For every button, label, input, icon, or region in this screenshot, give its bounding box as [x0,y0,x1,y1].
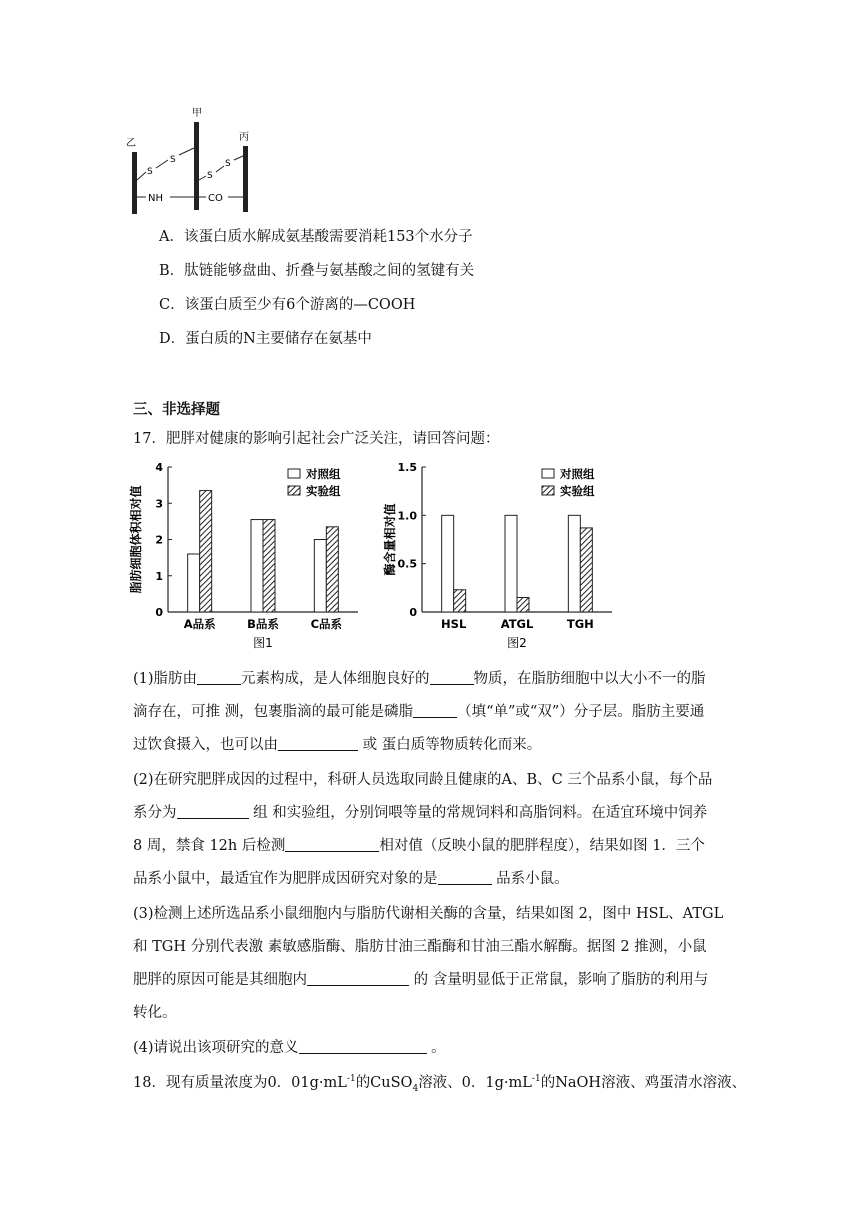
blank-6[interactable] [285,837,379,852]
label-yi: 乙 [126,138,136,149]
option-b-letter: B． [159,263,185,279]
x-category-label: C品系 [310,617,343,631]
bar-experiment [454,590,466,612]
text: 物质，在脂肪细胞中以大小不一的脂 [473,671,706,687]
q17-p1-line3 [133,733,541,754]
text: （填“单”或“双”）分子层。脂肪主要通 [457,704,705,720]
text: (1)脂肪由 [133,671,198,687]
x-category-label: HSL [441,617,467,631]
text: 系分为 [133,805,177,821]
q17-p1-line1 [133,667,706,688]
bar-control [442,515,454,612]
text: 品系小鼠中，最适宜作为肥胖成因研究对象的是 [133,871,438,887]
sulfur-3: S [207,171,213,181]
y-tick-label: 4 [155,461,163,474]
q17-p2-line3 [133,834,705,855]
blank-5[interactable] [177,804,249,819]
q17-p2-line4 [133,867,569,888]
text: 的CuSO [355,1075,413,1091]
chart-title: 图1 [253,636,273,650]
option-a-letter: A． [159,229,184,245]
q17-p3-line4: 转化。 [133,1005,177,1021]
bar-experiment [200,491,212,612]
y-tick-label: 2 [155,533,163,547]
option-c [159,293,415,314]
text: 肥胖的原因可能是其细胞内 [133,972,307,988]
legend-swatch [288,486,300,495]
legend-swatch [542,486,554,495]
section-title: 三、非选择题 [133,402,220,418]
text: 相对值（反映小鼠的肥胖程度），结果如图 1．三个 [379,838,705,854]
text: 或 蛋白质等物质转化而来。 [358,737,542,753]
chain-yi [132,152,137,214]
option-b [159,259,474,280]
legend-label: 对照组 [306,467,341,481]
co-group: CO [208,193,223,204]
text: 8 周，禁食 12h 后检测 [133,838,286,854]
sulfur-4: S [225,159,231,169]
legend-label: 实验组 [560,484,595,498]
superscript: -1 [346,1074,356,1085]
option-c-text: 该蛋白质至少有6个游离的—COOH [184,297,416,313]
y-tick-label: 1.0 [397,509,417,523]
blank-4[interactable] [278,736,358,751]
text: 过饮食摄入，也可以由 [133,737,278,753]
blank-1[interactable] [197,670,241,685]
text: 18．现有质量浓度为0．01g·mL [133,1075,347,1091]
q17-p3-line1: (3)检测上述所选品系小鼠细胞内与脂肪代谢相关酶的含量，结果如图 2，图中 HSL、ATGL [133,906,724,922]
q17-p2-line1: (2)在研究肥胖成因的过程中，科研人员选取同龄且健康的A、B、C 三个品系小鼠，每个品 [133,772,713,788]
blank-2[interactable] [430,670,474,685]
y-axis-label: 酶含量相对值 [383,503,397,576]
option-a [159,225,473,246]
y-tick-label: 1 [155,569,163,583]
x-category-label: ATGL [500,617,534,631]
x-category-label: TGH [566,617,594,631]
bar-control [314,540,326,613]
figure-1-chart [128,455,378,660]
bar-control [505,515,517,612]
sulfur-1: S [147,167,153,177]
text: 组 和实验组，分别饲喂等量的常规饲料和高脂饲料。在适宜环境中饲养 [248,805,708,821]
blank-8[interactable] [307,971,409,986]
option-c-letter: C． [159,297,185,313]
legend-label: 对照组 [560,467,595,481]
q17-stem: 17．肥胖对健康的影响引起社会广泛关注，请回答问题： [133,431,500,447]
sulfur-2: S [170,155,176,165]
bar-experiment [263,520,275,612]
q17-p3-line3 [133,968,708,989]
label-jia: 甲 [192,108,202,119]
text: 元素构成，是人体细胞良好的 [241,671,430,687]
text: 。 [426,1040,446,1056]
option-a-text: 该蛋白质水解成氨基酸需要消耗153个水分子 [183,229,473,245]
text: 品系小鼠。 [491,871,569,887]
text: 滴存在，可推 测，包裹脂滴的最可能是磷脂 [133,704,414,720]
bar-experiment [326,527,338,612]
figure-2-chart [382,455,632,660]
option-d-letter: D． [159,331,186,347]
chart-title: 图2 [507,636,527,650]
nh-group: NH [148,193,163,204]
text: 的 含量明显低于正常鼠，影响了脂肪的利用与 [409,972,709,988]
bar-control [568,515,580,612]
subscript: 4 [412,1083,419,1094]
q17-p4-line1 [133,1036,446,1057]
option-d [159,327,372,348]
blank-9[interactable] [299,1039,427,1054]
protein-chain-diagram [120,100,260,220]
label-bing: 丙 [239,132,249,143]
legend-swatch [542,469,554,478]
legend-label: 实验组 [306,484,341,498]
x-category-label: A品系 [183,617,216,631]
x-category-label: B品系 [247,617,279,631]
superscript: -1 [531,1074,541,1085]
chain-bing [243,146,248,212]
q17-p3-line2: 和 TGH 分别代表激 素敏感脂酶、脂肪甘油三酯酶和甘油三酯水解酶。据图 2 推测，小鼠 [133,939,707,955]
y-tick-label: 0 [409,606,417,619]
y-tick-label: 1.5 [397,461,417,474]
bar-control [251,520,263,612]
blank-3[interactable] [413,703,457,718]
q17-p1-line2 [133,700,704,721]
bar-experiment [580,528,592,612]
text: 的NaOH溶液、鸡蛋清水溶液、 [540,1075,747,1091]
blank-7[interactable] [438,870,492,885]
q17-p2-line2 [133,801,707,822]
option-b-text: 肽链能够盘曲、折叠与氨基酸之间的氢键有关 [184,263,475,279]
y-tick-label: 0 [155,606,163,619]
y-tick-label: 3 [155,497,163,511]
bar-experiment [517,598,529,613]
option-d-text: 蛋白质的N主要储存在氨基中 [185,331,372,347]
q18-line1 [133,1071,746,1094]
y-axis-label: 脂肪细胞体积相对值 [129,485,143,594]
text: 溶液、0．1g·mL [418,1075,532,1091]
text: (4)请说出该项研究的意义 [133,1040,299,1056]
bar-control [188,554,200,612]
y-tick-label: 0.5 [397,557,417,571]
legend-swatch [288,469,300,478]
